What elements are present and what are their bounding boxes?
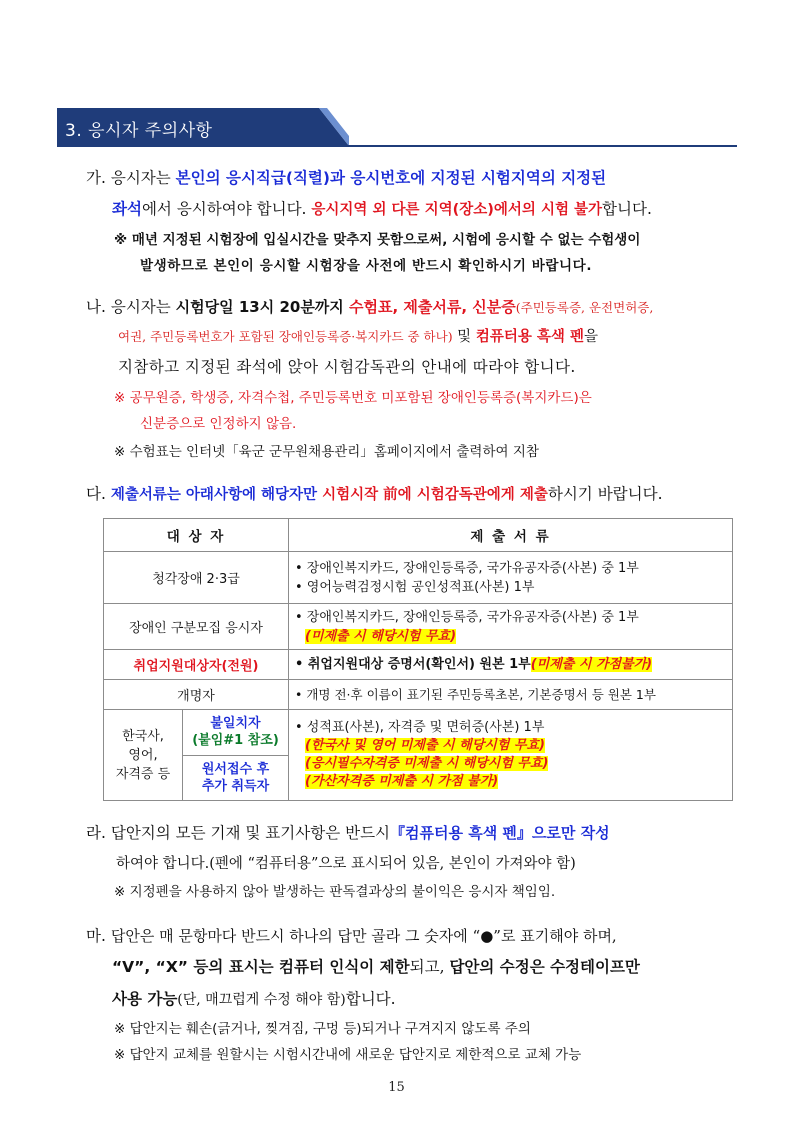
emphasis-red: 시험시작 前에 시험감독관에게 제출 [322,487,548,503]
marker-da: 다. [86,485,106,503]
emphasis-bold: “V”, “X” 등의 표시는 컴퓨터 인식이 제한 [112,958,410,976]
marker-na: 나. [86,298,106,316]
na-note2: ※ 수험표는 인터넷「육군 군무원채용관리」홈페이지에서 출력하여 지참 [114,444,539,460]
list-item: • 영어능력검정시험 공인성적표(사본) 1부 [295,579,535,595]
list-item: • 장애인복지카드, 장애인등록증, 국가유공자증(사본) 중 1부 [295,560,639,576]
page-number: 15 [388,1080,405,1095]
marker-ga: 가. [86,169,106,187]
text: 자격증 등 [115,766,171,782]
emphasis-blue: 본인의 응시직급(직렬)과 응시번호에 지정된 시험지역의 지정된 [175,169,607,187]
section-title: 3. 응시자 주의사항 [65,121,213,141]
para-ma-line2 [112,956,640,978]
table-row [104,552,733,604]
text: 에서 응시하여야 합니다. [141,200,312,218]
row4-items: • 개명 전·후 이름이 표기된 주민등록초본, 기본증명서 등 원본 1부 [289,680,733,710]
emphasis-blue: 좌석 [112,200,142,218]
highlight-note: (응시필수자격증 미제출 시 해당시험 무효) [305,756,549,771]
text: (단, 매끄럽게 수정 해야 함) [177,992,346,1008]
header-documents: 제 출 서 류 [289,519,733,552]
text: 불일치자 [210,716,261,732]
list-item: • 장애인복지카드, 장애인등록증, 국가유공자증(사본) 중 1부 [295,609,639,625]
table-header-row [104,519,733,552]
text: 답안은 매 문항마다 반드시 하나의 답만 골라 그 숫자에 “●”로 표기해야 하며, [110,927,617,945]
row3-items [289,650,733,680]
highlight-note: (미제출 시 가점불가) [530,657,653,672]
text: 합니다. [602,200,652,218]
row4-target: 개명자 [104,680,289,710]
para-ga-line2 [112,198,652,221]
text: 하시기 바랍니다. [547,485,663,503]
header-target: 대 상 자 [104,519,289,552]
para-ma-line1 [86,925,617,947]
text: 추가 취득자 [201,778,270,794]
text: 한국사, [122,728,164,744]
emphasis-bold: 사용 가능 [112,990,178,1008]
list-item: • 취업지원대상 증명서(확인서) 원본 1부 [295,657,531,672]
emphasis-bold: 답안의 수정은 수정테이프만 [449,958,640,976]
ra-note: ※ 지정펜을 사용하지 않아 발생하는 판독결과상의 불이익은 응시자 책임임. [114,884,556,900]
na-note1-line2: 신분증으로 인정하지 않음. [140,416,297,432]
text: 응시자는 [110,169,176,187]
table-row [104,650,733,680]
para-ma-line3 [112,988,396,1011]
para-na-line1 [86,296,653,319]
emphasis-blue: 『컴퓨터용 흑색 펜』으로만 작성 [390,824,610,842]
row2-target: 장애인 구분모집 응시자 [104,604,289,650]
row5-sub-mismatch [183,710,288,756]
section-banner [57,108,349,146]
row1-target: 청각장애 2·3급 [104,552,289,604]
highlight-note: (가산자격증 미제출 시 가점 불가) [305,774,499,789]
ga-note-line2: 발생하므로 본인이 응시할 시험장을 사전에 반드시 확인하시기 바랍니다. [140,258,593,274]
row5-sub-additional [183,756,288,801]
text: (붙임#1 참조) [192,733,279,749]
text: 을 [583,329,598,345]
para-na-line2 [118,327,598,347]
text: 답안지의 모든 기재 및 표기사항은 반드시 [110,824,391,842]
row5-target-main [104,710,183,800]
para-na-line3: 지참하고 지정된 좌석에 앉아 시험감독관의 안내에 따라야 합니다. [118,358,576,376]
para-ra-line2: 하여야 합니다.(펜에 “컴퓨터용”으로 표시되어 있음, 본인이 가져와야 함) [116,856,576,872]
emphasis-red: 수험표, 제출서류, 신분증 [349,298,516,316]
text: 및 [452,329,476,345]
highlight-note: (한국사 및 영어 미제출 시 해당시험 무효) [305,738,545,753]
banner-divider [57,145,737,147]
emphasis-blue: 제출서류는 아래사항에 해당자만 [110,487,323,503]
note-red: 여권, 주민등록번호가 포함된 장애인등록증·복지카드 중 하나) [118,329,453,344]
row1-items [289,552,733,604]
para-ga-line1 [86,167,606,189]
text: 응시자는 [110,298,176,316]
text: 되고, [409,958,450,976]
emphasis-red: 응시지역 외 다른 지역(장소)에서의 시험 불가 [311,202,603,218]
emphasis-bold: 시험당일 13시 20분까지 [175,298,350,316]
text: 합니다. [345,990,396,1008]
marker-ma: 마. [86,927,106,945]
marker-ra: 라. [86,824,106,842]
ma-note1: ※ 답안지는 훼손(긁거나, 찢겨짐, 구멍 등)되거나 구겨지지 않도록 주의 [114,1021,531,1037]
text: 영어, [128,747,158,763]
row5-target [104,710,289,801]
documents-table [103,518,733,801]
para-da [86,483,663,506]
note-red: (주민등록증, 운전면허증, [515,300,654,315]
text: 원서접수 후 [201,761,270,777]
table-row [104,710,733,801]
highlight-note: (미제출 시 해당시험 무효) [305,628,457,644]
ma-note2: ※ 답안지 교체를 원할시는 시험시간내에 새로운 답안지로 제한적으로 교체 가능 [114,1047,582,1063]
row5-items [289,710,733,801]
table-row [104,680,733,710]
list-item: • 성적표(사본), 자격증 및 면허증(사본) 1부 [295,720,545,735]
na-note1-line1: ※ 공무원증, 학생증, 자격수첩, 주민등록번호 미포함된 장애인등록증(복지카드)은 [114,390,592,406]
emphasis-red: 컴퓨터용 흑색 펜 [475,329,584,345]
para-ra-line1 [86,822,610,844]
ga-note-line1: ※ 매년 지정된 시험장에 입실시간을 맞추지 못함으로써, 시험에 응시할 수 없는 수험생이 [114,232,641,248]
row3-target: 취업지원대상자(전원) [104,650,289,680]
row2-items [289,604,733,650]
table-row [104,604,733,650]
